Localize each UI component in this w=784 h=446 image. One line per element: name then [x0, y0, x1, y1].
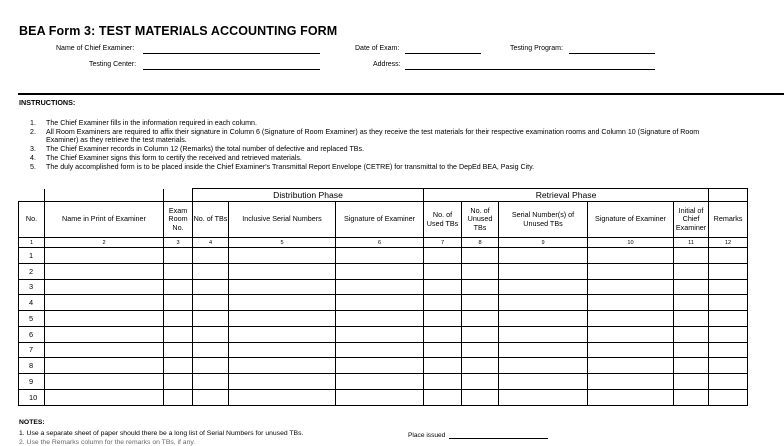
instruction-text: The Chief Examiner signs this form to certify the received and retrieved materials.: [46, 154, 302, 163]
testing-center-field[interactable]: [143, 69, 320, 70]
table-cell[interactable]: [45, 326, 164, 342]
table-cell[interactable]: [588, 326, 674, 342]
column-header-row: [19, 202, 748, 238]
table-cell[interactable]: [462, 263, 499, 279]
table-row: [19, 279, 748, 295]
instruction-number: 4.: [30, 154, 36, 163]
col-header-serials: Inclusive Serial Numbers: [229, 202, 336, 238]
table-cell[interactable]: [588, 342, 674, 358]
table-cell[interactable]: [164, 295, 193, 311]
form-title: BEA Form 3: TEST MATERIALS ACCOUNTING FORM: [19, 24, 338, 38]
address-field[interactable]: [405, 69, 655, 70]
date-of-exam-field[interactable]: [405, 53, 481, 54]
table-cell[interactable]: [588, 295, 674, 311]
table-cell[interactable]: [229, 295, 336, 311]
table-cell[interactable]: [193, 358, 229, 374]
table-cell[interactable]: [336, 295, 424, 311]
chief-examiner-field[interactable]: [143, 53, 320, 54]
table-cell[interactable]: [588, 263, 674, 279]
table-cell[interactable]: [336, 279, 424, 295]
table-cell[interactable]: [229, 263, 336, 279]
table-cell[interactable]: [45, 263, 164, 279]
table-cell[interactable]: [424, 248, 462, 264]
table-cell[interactable]: [588, 279, 674, 295]
table-cell[interactable]: [462, 311, 499, 327]
row-number: 5: [19, 311, 45, 327]
table-cell[interactable]: [193, 295, 229, 311]
col-number: 2: [45, 238, 164, 248]
table-cell[interactable]: [164, 374, 193, 390]
instructions-list: [30, 119, 710, 172]
retrieval-phase-header: Retrieval Phase: [424, 189, 709, 202]
row-number: 6: [19, 326, 45, 342]
table-row: [19, 374, 748, 390]
row-number: 7: [19, 342, 45, 358]
table-cell[interactable]: [229, 279, 336, 295]
row-number: 10: [19, 389, 45, 405]
instruction-item: [30, 119, 710, 127]
table-cell[interactable]: [336, 311, 424, 327]
table-cell[interactable]: [45, 311, 164, 327]
table-cell[interactable]: [462, 295, 499, 311]
table-cell[interactable]: [193, 389, 229, 405]
table-cell[interactable]: [499, 279, 588, 295]
table-cell[interactable]: [499, 326, 588, 342]
distribution-phase-header: Distribution Phase: [193, 189, 424, 202]
table-cell[interactable]: [499, 248, 588, 264]
col-header-unused-serials: Serial Number(s) of Unused TBs: [499, 202, 588, 238]
table-cell[interactable]: [674, 263, 709, 279]
col-header-room: Exam Room No.: [164, 202, 193, 238]
col-header-tbs: No. of TBs: [193, 202, 229, 238]
table-cell[interactable]: [674, 389, 709, 405]
row-number: 9: [19, 374, 45, 390]
table-cell[interactable]: [709, 311, 748, 327]
col-number: 9: [499, 238, 588, 248]
table-cell[interactable]: [462, 279, 499, 295]
table-cell[interactable]: [164, 358, 193, 374]
table-cell[interactable]: [424, 389, 462, 405]
table-row: [19, 295, 748, 311]
accounting-table: [18, 188, 748, 406]
table-cell[interactable]: [674, 374, 709, 390]
table-cell[interactable]: [499, 358, 588, 374]
table-cell[interactable]: [229, 248, 336, 264]
table-cell[interactable]: [588, 374, 674, 390]
table-row: [19, 326, 748, 342]
table-cell[interactable]: [45, 374, 164, 390]
table-cell[interactable]: [336, 358, 424, 374]
table-cell[interactable]: [674, 248, 709, 264]
col-number: 12: [709, 238, 748, 248]
testing-program-label: Testing Program:: [510, 45, 563, 52]
table-cell[interactable]: [462, 389, 499, 405]
table-cell[interactable]: [193, 263, 229, 279]
table-cell[interactable]: [709, 263, 748, 279]
table-cell[interactable]: [709, 342, 748, 358]
table-cell[interactable]: [229, 389, 336, 405]
row-number: 2: [19, 263, 45, 279]
table-cell[interactable]: [674, 326, 709, 342]
place-issued-field[interactable]: [449, 438, 548, 439]
col-number: 7: [424, 238, 462, 248]
note-item: 1. Use a separate sheet of paper should there be a long list of Serial Numbers for unused TBs.: [19, 430, 304, 437]
instruction-number: 5.: [30, 163, 36, 172]
col-number: 3: [164, 238, 193, 248]
col-header-name: Name in Print of Examiner: [45, 202, 164, 238]
table-cell[interactable]: [499, 263, 588, 279]
table-cell[interactable]: [674, 295, 709, 311]
instruction-number: 3.: [30, 145, 36, 154]
table-cell[interactable]: [336, 263, 424, 279]
table-cell[interactable]: [424, 358, 462, 374]
table-row: [19, 358, 748, 374]
table-cell[interactable]: [709, 248, 748, 264]
table-cell[interactable]: [164, 326, 193, 342]
table-cell[interactable]: [499, 389, 588, 405]
table-cell[interactable]: [193, 311, 229, 327]
col-number: 10: [588, 238, 674, 248]
table-cell[interactable]: [462, 374, 499, 390]
table-cell[interactable]: [424, 279, 462, 295]
table-cell[interactable]: [229, 342, 336, 358]
table-cell[interactable]: [193, 342, 229, 358]
table-cell[interactable]: [45, 358, 164, 374]
table-cell[interactable]: [45, 342, 164, 358]
table-cell[interactable]: [336, 326, 424, 342]
table-row: [19, 311, 748, 327]
instruction-item: [30, 163, 710, 171]
instruction-item: [30, 145, 710, 153]
instruction-number: 2.: [30, 128, 36, 136]
table-cell[interactable]: [709, 374, 748, 390]
table-cell[interactable]: [674, 279, 709, 295]
table-cell[interactable]: [164, 342, 193, 358]
table-row: [19, 389, 748, 405]
table-cell[interactable]: [588, 358, 674, 374]
table-row: [19, 342, 748, 358]
table-cell[interactable]: [193, 248, 229, 264]
col-header-remarks: Remarks: [709, 202, 748, 238]
table-cell[interactable]: [588, 248, 674, 264]
table-cell[interactable]: [45, 248, 164, 264]
col-number: 8: [462, 238, 499, 248]
instruction-item: [30, 128, 710, 145]
table-cell[interactable]: [424, 263, 462, 279]
table-cell[interactable]: [424, 311, 462, 327]
phase-header-row: [19, 189, 748, 202]
table-cell[interactable]: [336, 374, 424, 390]
col-header-used: No. of Used TBs: [424, 202, 462, 238]
instruction-text: All Room Examiners are required to affix their signature in Column 6 (Signature of Room Examiner) as they receive the test materials for their respective examination rooms and Column 10 (Signature of Room Examiner) as they retrieve the test materials.: [46, 128, 700, 145]
table-cell[interactable]: [709, 389, 748, 405]
table-cell[interactable]: [164, 248, 193, 264]
instruction-text: The Chief Examiner records in Column 12 (Remarks) the total number of defective and replaced TBs.: [46, 145, 365, 154]
table-cell[interactable]: [674, 358, 709, 374]
table-cell[interactable]: [674, 342, 709, 358]
table-cell[interactable]: [164, 279, 193, 295]
address-label: Address:: [373, 61, 401, 68]
instruction-number: 1.: [30, 119, 36, 127]
table-cell[interactable]: [462, 358, 499, 374]
col-header-signature-dist: Signature of Examiner: [336, 202, 424, 238]
instruction-text: The duly accomplished form is to be placed inside the Chief Examiner's Transmittal Report Envelope (CETRE) for transmittal to the DepEd BEA, Pasig City.: [46, 163, 535, 172]
col-header-initial: Initial of Chief Examiner: [674, 202, 709, 238]
table-cell[interactable]: [462, 248, 499, 264]
table-cell[interactable]: [164, 263, 193, 279]
col-number: 6: [336, 238, 424, 248]
table-row: [19, 248, 748, 264]
table-cell[interactable]: [709, 295, 748, 311]
table-cell[interactable]: [336, 342, 424, 358]
testing-center-label: Testing Center:: [89, 61, 137, 68]
table-cell[interactable]: [709, 358, 748, 374]
row-number: 3: [19, 279, 45, 295]
instructions-heading: INSTRUCTIONS:: [19, 98, 76, 107]
table-cell[interactable]: [45, 389, 164, 405]
table-cell[interactable]: [229, 374, 336, 390]
table-cell[interactable]: [45, 279, 164, 295]
table-cell[interactable]: [674, 311, 709, 327]
table-body: [19, 248, 748, 406]
table-cell[interactable]: [424, 374, 462, 390]
table-row: [19, 263, 748, 279]
col-number: 5: [229, 238, 336, 248]
table-cell[interactable]: [588, 389, 674, 405]
table-cell[interactable]: [499, 374, 588, 390]
row-number: 4: [19, 295, 45, 311]
column-number-row: [19, 238, 748, 248]
table-cell[interactable]: [164, 389, 193, 405]
instruction-text: The Chief Examiner fills in the information required in each column.: [46, 119, 257, 127]
table-cell[interactable]: [229, 358, 336, 374]
col-number: 11: [674, 238, 709, 248]
table-cell[interactable]: [45, 295, 164, 311]
row-number: 1: [19, 248, 45, 264]
table-cell[interactable]: [336, 389, 424, 405]
table-cell[interactable]: [164, 311, 193, 327]
col-header-signature-ret: Signature of Examiner: [588, 202, 674, 238]
table-cell[interactable]: [709, 326, 748, 342]
table-cell[interactable]: [229, 326, 336, 342]
notes-heading: NOTES:: [19, 419, 45, 426]
table-cell[interactable]: [462, 326, 499, 342]
col-number: 1: [19, 238, 45, 248]
table-cell[interactable]: [193, 326, 229, 342]
col-header-no: No.: [19, 202, 45, 238]
chief-examiner-label: Name of Chief Examiner:: [56, 45, 135, 52]
col-number: 4: [193, 238, 229, 248]
col-header-unused: No. of Unused TBs: [462, 202, 499, 238]
table-cell[interactable]: [193, 374, 229, 390]
table-cell[interactable]: [424, 326, 462, 342]
table-cell[interactable]: [499, 311, 588, 327]
table-cell[interactable]: [588, 311, 674, 327]
instruction-item: [30, 154, 710, 162]
row-number: 8: [19, 358, 45, 374]
table-cell[interactable]: [193, 279, 229, 295]
table-cell[interactable]: [336, 248, 424, 264]
testing-program-field[interactable]: [569, 53, 655, 54]
note-item: 2. Use the Remarks column for the remarks on TBs, if any.: [19, 439, 196, 446]
table-cell[interactable]: [499, 342, 588, 358]
date-of-exam-label: Date of Exam:: [355, 45, 400, 52]
place-issued-label: Place issued: [408, 432, 446, 439]
table-cell[interactable]: [709, 279, 748, 295]
table-cell[interactable]: [462, 342, 499, 358]
table-cell[interactable]: [499, 295, 588, 311]
table-cell[interactable]: [424, 295, 462, 311]
table-cell[interactable]: [424, 342, 462, 358]
table-cell[interactable]: [229, 311, 336, 327]
section-divider: [18, 93, 784, 95]
